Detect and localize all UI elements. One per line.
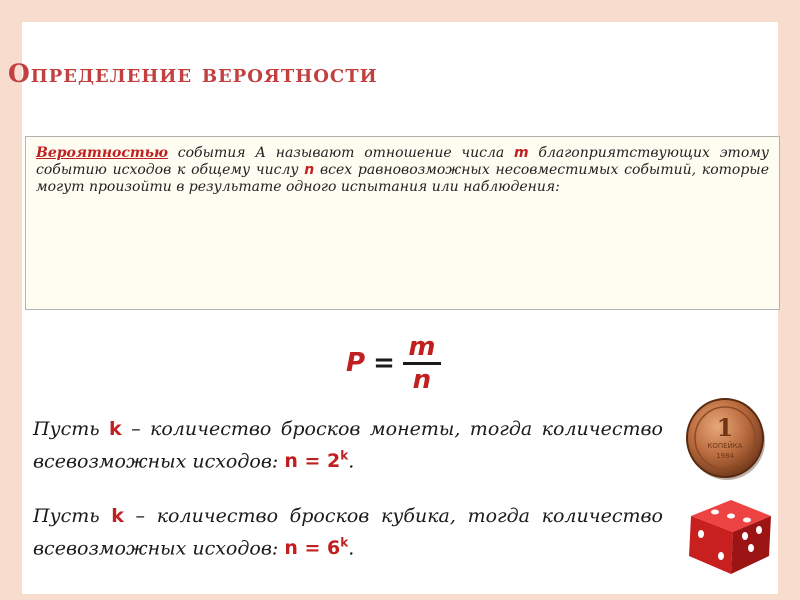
coin-paragraph <box>33 416 663 475</box>
definition-var-m: m <box>514 145 529 161</box>
coin-suffix: . <box>348 450 355 473</box>
die-suffix: . <box>348 537 355 560</box>
formula-equals: = <box>373 348 395 378</box>
slide-title: Определение вероятности <box>8 59 378 88</box>
formula-denominator: n <box>412 364 432 395</box>
coin-middle: – количество бросков монеты, тогда количество всевозможных исходов: <box>33 418 663 473</box>
coin-prefix: Пусть <box>33 418 110 440</box>
probability-formula <box>346 333 441 393</box>
right-stripe <box>778 0 800 600</box>
coin-icon <box>685 396 767 482</box>
formula-lhs: P <box>346 348 366 378</box>
definition-box <box>25 136 780 310</box>
coin-result <box>284 450 348 472</box>
definition-part2: благоприятствующих этому событию исходов к общему числу <box>36 145 769 178</box>
die-prefix: Пусть <box>33 505 112 527</box>
die-result <box>284 537 348 559</box>
die-result-exp: k <box>340 536 349 550</box>
definition-var-n: n <box>304 162 315 178</box>
die-icon <box>683 490 775 576</box>
die-middle: – количество бросков кубика, тогда количество всевозможных исходов: <box>33 505 663 560</box>
svg-text:1: 1 <box>716 413 734 442</box>
svg-text:1984: 1984 <box>716 452 734 460</box>
die-paragraph <box>33 503 663 562</box>
coin-result-base: n = 2 <box>284 450 341 473</box>
svg-text:КОПЕЙКА: КОПЕЙКА <box>707 442 743 450</box>
definition-part1: события А называют отношение числа <box>167 145 515 161</box>
formula-fraction <box>403 333 441 394</box>
die-result-base: n = 6 <box>284 537 341 560</box>
definition-part3: всех равновозможных несовместимых событий, которые могут произойти в результате одного испытания или наблюдения: <box>36 162 769 195</box>
top-stripe <box>0 0 800 22</box>
coin-result-exp: k <box>340 449 349 463</box>
definition-term: Вероятностью <box>36 145 168 161</box>
die-var-k: k <box>111 505 124 527</box>
definition-text <box>36 145 769 196</box>
formula-numerator: m <box>408 331 436 362</box>
bottom-stripe <box>0 594 800 600</box>
left-stripe <box>0 0 22 600</box>
coin-var-k: k <box>109 418 122 440</box>
